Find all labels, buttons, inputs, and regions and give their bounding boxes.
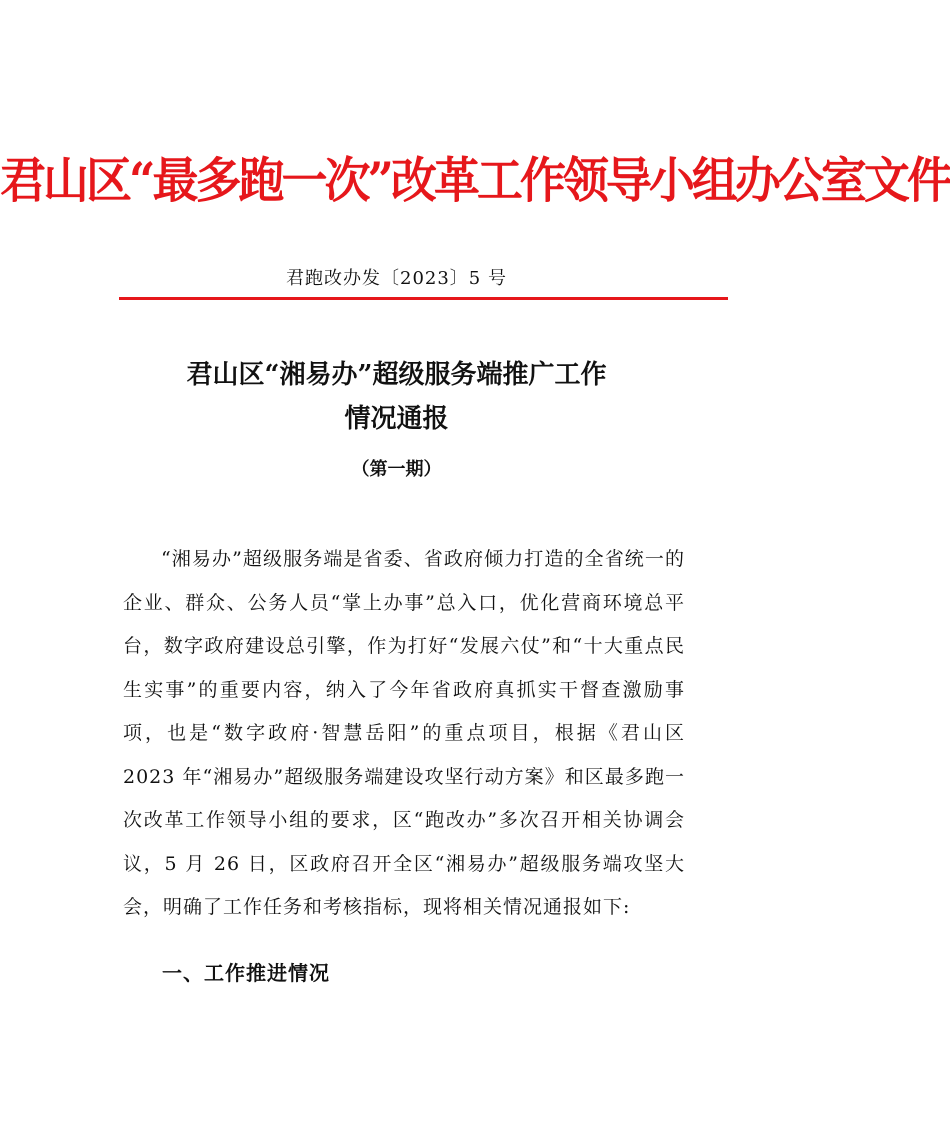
document-title-line-1: 君山区“湘易办”超级服务端推广工作 xyxy=(186,360,607,390)
body-paragraph: “湘易办”超级服务端是省委、省政府倾力打造的全省统一的企业、群众、公务人员“掌上办事”总入口，优化营商环境总平台，数字政府建设总引擎，作为打好“发展六仗”和“十大重点民生实事”的重要内容，纳入了今年省政府真抓实干督查激励事项，也是“数字政府·智慧岳阳”的重点项目，根据《君山区 2023 年“湘易办”超级服务端建设攻坚行动方案》和区最多跑一次改革工作领导小组的要求，区“跑改办”多次召开相关协调会议，5 月 26 日，区政府召开全区“湘易办”超级服务端攻坚大会，明确了工作任务和考核指标，现将相关情况通报如下: xyxy=(123,548,685,918)
document-masthead: 君山区“最多跑一次”改革工作领导小组办公室文件 xyxy=(0,151,950,209)
red-divider-line xyxy=(119,297,728,300)
document-number: 君跑改办发〔2023〕5 号 xyxy=(286,268,507,289)
issue-number: （第一期） xyxy=(351,459,442,480)
section-heading: 一、工作推进情况 xyxy=(162,961,330,985)
document-title-line-2: 情况通报 xyxy=(344,404,449,434)
